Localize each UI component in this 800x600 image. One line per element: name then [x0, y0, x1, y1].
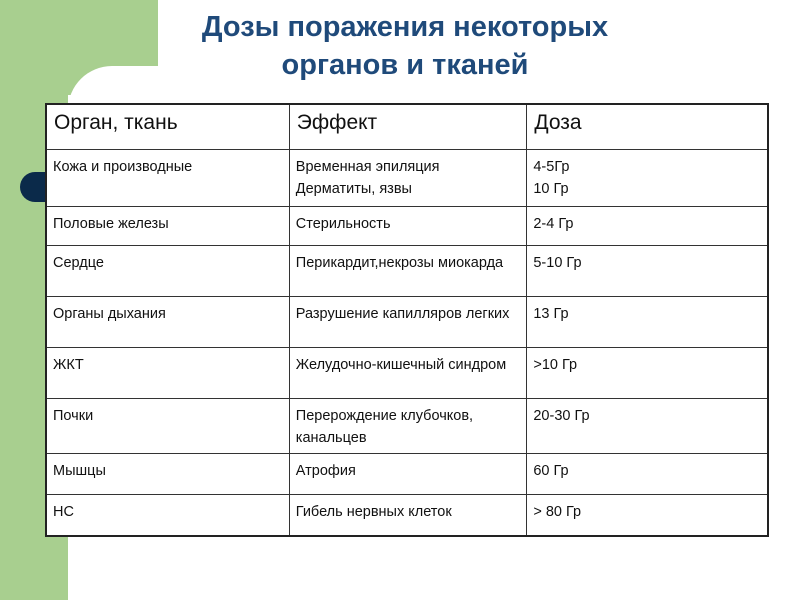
cell-organ: Органы дыхания: [46, 297, 289, 348]
cell-effect: [289, 150, 527, 207]
header-organ: Орган, ткань: [46, 104, 289, 150]
table-row: [46, 348, 768, 399]
cell-organ: ЖКТ: [46, 348, 289, 399]
header-dose: Доза: [527, 104, 768, 150]
table-row: [46, 454, 768, 495]
table-row: [46, 150, 768, 207]
cell-effect: Разрушение капилляров легких: [289, 297, 527, 348]
cell-dose: 13 Гр: [527, 297, 768, 348]
cell-effect: Атрофия: [289, 454, 527, 495]
cell-dose: > 80 Гр: [527, 495, 768, 537]
cell-effect: Перикардит,некрозы миокарда: [289, 246, 527, 297]
cell-organ: Почки: [46, 399, 289, 454]
header-effect: Эффект: [289, 104, 527, 150]
table-row: [46, 207, 768, 246]
table-row: [46, 495, 768, 537]
cell-organ: Мышцы: [46, 454, 289, 495]
cell-effect: Желудочно-кишечный синдром: [289, 348, 527, 399]
cell-organ: Половые железы: [46, 207, 289, 246]
cell-dose: 20-30 Гр: [527, 399, 768, 454]
table-row: [46, 297, 768, 348]
cell-organ: НС: [46, 495, 289, 537]
cell-dose-line: 10 Гр: [533, 181, 569, 197]
cell-effect: Стерильность: [289, 207, 527, 246]
cell-effect: Гибель нервных клеток: [289, 495, 527, 537]
slide-title-line-1: Дозы поражения некоторых: [201, 11, 609, 43]
cell-organ: Сердце: [46, 246, 289, 297]
cell-dose: 2-4 Гр: [527, 207, 768, 246]
table-row: [46, 399, 768, 454]
cell-dose: 5-10 Гр: [527, 246, 768, 297]
table-row: [46, 246, 768, 297]
cell-organ: Кожа и производные: [46, 150, 289, 207]
slide-title: [100, 8, 710, 84]
cell-effect-line: Дерматиты, язвы: [295, 181, 412, 197]
cell-dose: >10 Гр: [527, 348, 768, 399]
cell-dose-line: 4-5Гр: [533, 159, 570, 175]
cell-effect-line: Временная эпиляция: [295, 159, 440, 175]
cell-effect: Перерождение клубочков, канальцев: [289, 399, 527, 454]
dose-table: [45, 103, 769, 537]
cell-dose: 60 Гр: [527, 454, 768, 495]
slide-title-line-2: органов и тканей: [281, 49, 529, 81]
cell-dose: [527, 150, 768, 207]
table-header-row: [46, 104, 768, 150]
